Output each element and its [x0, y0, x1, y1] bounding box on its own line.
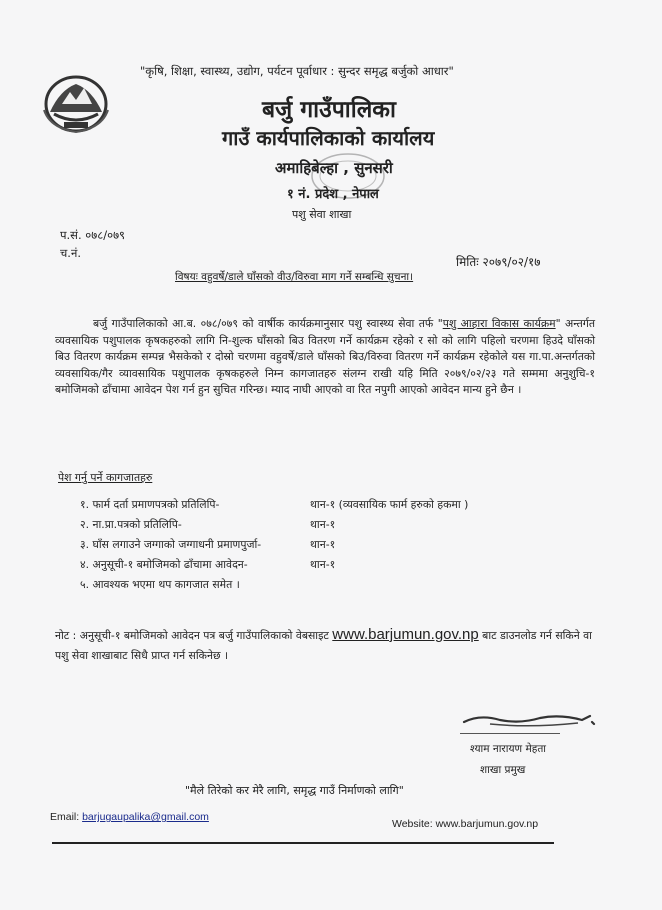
- handwritten-signature-icon: [460, 708, 600, 730]
- dispatch-number: च.नं.: [60, 246, 81, 260]
- document-item: ३. घाँस लगाउने जग्गाको जग्गाधनी प्रमाणपुर्जा-: [80, 538, 262, 551]
- document-item: २. ना.प्रा.पत्रको प्रतिलिपि-: [80, 518, 182, 531]
- office-subtitle: गाउँ कार्यपालिकाको कार्यालय: [222, 126, 435, 150]
- document-item: १. फार्म दर्ता प्रमाणपत्रको प्रतिलिपि-: [80, 498, 220, 511]
- note-after: बाट डाउनलोड गर्न सकिने वा पशु सेवा शाखाबाट सिधै प्राप्त गर्न सकिनेछ ।: [55, 629, 592, 662]
- signatory-title: शाखा प्रमुख: [480, 764, 526, 776]
- email-label: Email:: [50, 811, 83, 823]
- document-count: थान-१: [310, 538, 336, 551]
- office-province: १ नं. प्रदेश , नेपाल: [287, 187, 379, 202]
- document-item: ४. अनुसूची-१ बमोजिमको ढाँचामा आवेदन-: [80, 558, 248, 571]
- nepal-emblem-icon: [40, 70, 112, 136]
- email-link[interactable]: barjugaupalika@gmail.com: [82, 811, 209, 823]
- body-part-2: " अन्तर्गत व्यवसायिक पशुपालक कृषकहरुको लागि नि-शुल्क घाँसको बिउ वितरण गर्ने कार्यक्रम रहेको र सो को लागि पहिलो चरणमा हिउदे घाँसको बिउ वितरण कार्यक्रम सम्पन्न भैसकेको र दोस्रो चरणमा वहुवर्षे/डाले घाँसको बिउ/विरुवा वितरण गर्ने कार्यक्रम रहेकोले यस गा.पा.अन्तर्गतको व्यवसायिक/गैर व्यावसायिक पशुपालक कृषकहरुले निम्न कागजातहरु संलग्न राखी यहि मिति २०७९/०२/२३ गते सम्ममा अनुशुचि-१ बमोजिमको ढाँचामा आवेदन पेश गर्न हुन सुचित गरिन्छ। म्याद नाघी आएको वा रित नपुगी आएको आवेदन मान्य हुने छैन ।: [55, 317, 595, 396]
- note-paragraph: [55, 625, 595, 666]
- documents-heading: पेश गर्नु पर्ने कागजातहरु: [58, 471, 153, 484]
- note-before: नोट : अनुसूची-१ बमोजिमको आवेदन पत्र बर्जु गाउँपालिकाको वेबसाइट: [55, 629, 333, 642]
- signatory-name: श्याम नारायण मेहता: [470, 743, 547, 755]
- document-count: थान-१: [310, 558, 336, 571]
- website-link[interactable]: www.barjumun.gov.np: [332, 626, 479, 643]
- letter-subject: विषयः वहुवर्षे/डाले घाँसको वीउ/विरुवा माग गर्ने सम्बन्धि सुचना।: [175, 271, 414, 283]
- letter-body: [55, 316, 595, 399]
- office-section: पशु सेवा शाखा: [292, 208, 352, 221]
- document-count: थान-१: [310, 518, 336, 531]
- footer-email: [50, 811, 209, 823]
- letter-date: मितिः २०७९/०२/१७: [456, 255, 541, 269]
- signature-line: [460, 733, 560, 734]
- office-name: बर्जु गाउँपालिका: [262, 97, 396, 123]
- footer-divider: [52, 842, 554, 844]
- footer-slogan: "मैले तिरेको कर मेरै लागि, समृद्ध गाउँ निर्माणको लागि": [185, 784, 404, 797]
- header-motto: "कृषि, शिक्षा, स्वास्थ्य, उद्योग, पर्यटन पूर्वाधार : सुन्दर समृद्ध बर्जुको आधार": [140, 64, 454, 78]
- body-part-1: बर्जु गाउँपालिकाको आ.ब. ०७८/०७९ को वार्षीक कार्यक्रमानुसार पशु स्वास्थ्य सेवा तर्फ ": [93, 317, 443, 330]
- office-location: अमाहिबेल्हा , सुनसरी: [275, 159, 393, 177]
- reference-number: प.सं. ०७८/०७९: [60, 228, 126, 242]
- document-item: ५. आवश्यक भएमा थप कागजात समेत ।: [80, 578, 240, 591]
- program-name: पशु आहारा विकास कार्यक्रम: [442, 317, 556, 330]
- document-count: थान-१ (व्यवसायिक फार्म हरुको हकमा ): [310, 498, 469, 511]
- footer-website: Website: www.barjumun.gov.np: [392, 818, 539, 830]
